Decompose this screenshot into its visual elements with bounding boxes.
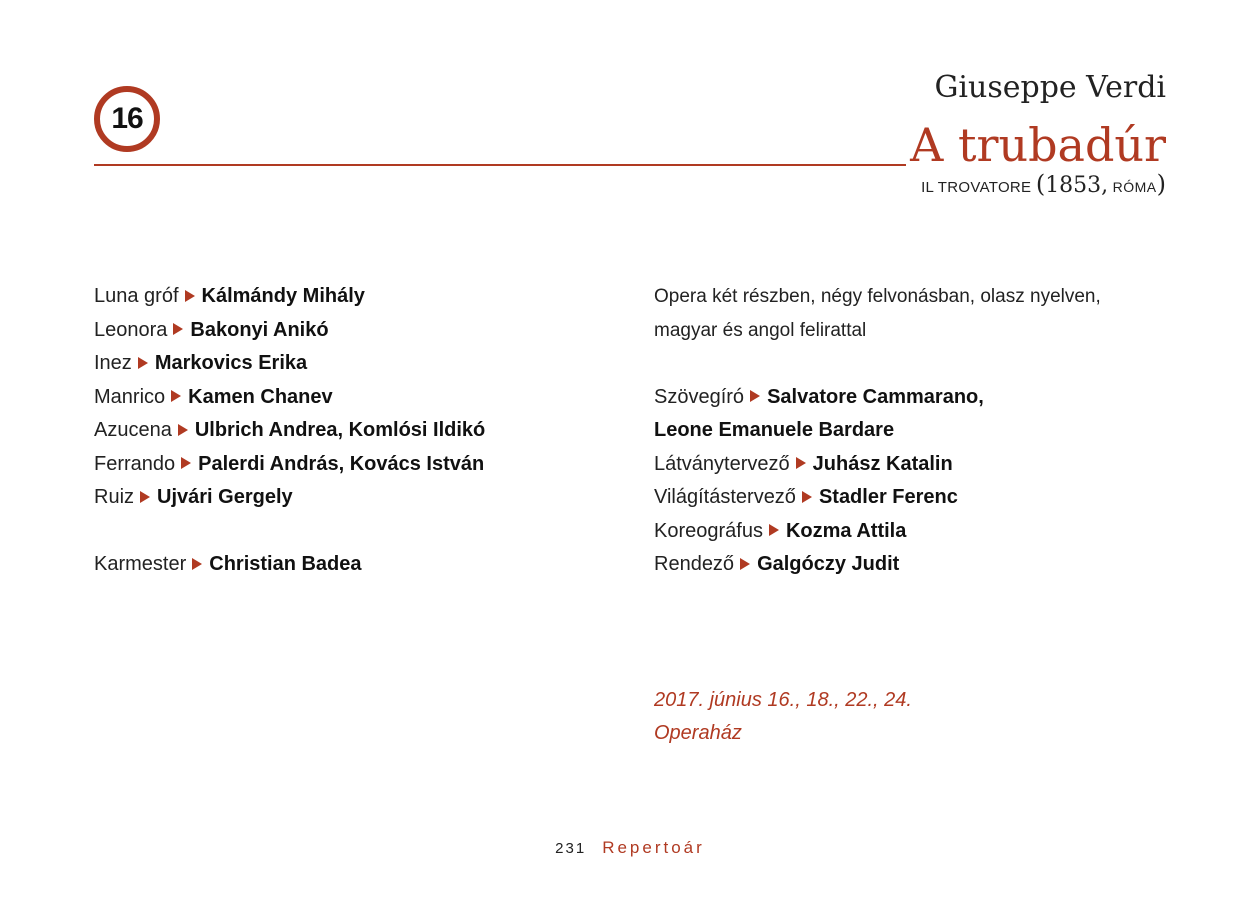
cast-person: Kamen Chanev bbox=[188, 385, 333, 408]
cast-role: Ferrando bbox=[94, 452, 176, 475]
cast-role: Ruiz bbox=[94, 486, 135, 508]
conductor-role: Karmester bbox=[94, 553, 187, 575]
creative-role: Szövegíró bbox=[654, 385, 745, 408]
creative-row bbox=[654, 448, 1174, 482]
premiere-city: RÓMA bbox=[1112, 179, 1157, 195]
creative-person: Galgóczy Judit bbox=[757, 553, 900, 575]
performance-dates: 2017. június 16., 18., 22., 24. bbox=[654, 689, 912, 711]
conductor-person: Christian Badea bbox=[209, 553, 362, 575]
arrow-icon bbox=[192, 558, 202, 570]
cast-person: Kálmándy Mihály bbox=[201, 285, 365, 307]
cast-role: Inez bbox=[94, 352, 132, 374]
cast-role: Manrico bbox=[94, 385, 166, 408]
cast-row bbox=[94, 381, 614, 415]
original-title-line bbox=[921, 170, 1166, 198]
creative-person: Leone Emanuele Bardare bbox=[654, 419, 895, 441]
description-line: Opera két részben, négy felvonásban, olasz nyelven, bbox=[654, 286, 1101, 307]
cast-row bbox=[94, 280, 614, 314]
cast-row bbox=[94, 314, 614, 348]
creative-row bbox=[654, 515, 1174, 549]
cast-person: Bakonyi Anikó bbox=[190, 318, 329, 341]
arrow-icon bbox=[740, 558, 750, 570]
arrow-icon bbox=[185, 290, 195, 302]
creative-person: Stadler Ferenc bbox=[818, 486, 958, 508]
opera-title: A trubadúr bbox=[910, 118, 1166, 172]
production-number-badge: 16 bbox=[94, 86, 160, 152]
creative-role: Látványtervező bbox=[654, 452, 790, 475]
librettist-row bbox=[654, 381, 1174, 415]
arrow-icon bbox=[173, 323, 183, 335]
composer-name: Giuseppe Verdi bbox=[934, 70, 1166, 105]
arrow-icon bbox=[769, 524, 779, 536]
production-info bbox=[654, 280, 1174, 582]
cast-row bbox=[94, 481, 614, 515]
cast-person: Ulbrich Andrea, Komlósi Ildikó bbox=[194, 419, 486, 441]
conductor-row bbox=[94, 548, 614, 582]
creative-row bbox=[654, 548, 1174, 582]
arrow-icon bbox=[181, 457, 191, 469]
cast-role: Leonora bbox=[94, 318, 168, 341]
description-line: magyar és angol felirattal bbox=[654, 319, 867, 341]
cast-person: Ujvári Gergely bbox=[157, 486, 293, 508]
arrow-icon bbox=[802, 491, 812, 503]
creative-person: Salvatore Cammarano, bbox=[767, 385, 984, 408]
creative-person: Kozma Attila bbox=[785, 519, 907, 542]
page-number: 231 bbox=[555, 840, 587, 857]
librettist-row-continued bbox=[654, 414, 1174, 448]
header-divider bbox=[94, 164, 906, 166]
creative-role: Világítástervező bbox=[654, 486, 796, 508]
cast-role: Luna gróf bbox=[94, 285, 179, 307]
original-title: IL TROVATORE bbox=[921, 179, 1032, 196]
cast-row bbox=[94, 347, 614, 381]
performance-venue: Operaház bbox=[654, 722, 742, 744]
premiere-year: 1853, bbox=[1045, 173, 1109, 198]
creative-role: Rendező bbox=[654, 553, 735, 575]
paren-open: ( bbox=[1035, 170, 1046, 198]
arrow-icon bbox=[796, 457, 806, 469]
section-name: Repertoár bbox=[602, 838, 705, 857]
arrow-icon bbox=[750, 390, 760, 402]
cast-role: Azucena bbox=[94, 419, 172, 441]
arrow-icon bbox=[178, 424, 188, 436]
page-footer bbox=[0, 838, 1260, 858]
arrow-icon bbox=[140, 491, 150, 503]
creative-row bbox=[654, 481, 1174, 515]
paren-close: ) bbox=[1156, 170, 1166, 198]
arrow-icon bbox=[171, 390, 181, 402]
cast-person: Palerdi András, Kovács István bbox=[198, 452, 485, 475]
cast-list bbox=[94, 280, 614, 582]
arrow-icon bbox=[138, 357, 148, 369]
creative-person: Juhász Katalin bbox=[812, 452, 953, 475]
spacer bbox=[654, 347, 1174, 381]
cast-person: Markovics Erika bbox=[154, 352, 308, 374]
creative-role: Koreográfus bbox=[654, 519, 763, 542]
cast-row bbox=[94, 448, 614, 482]
cast-row bbox=[94, 414, 614, 448]
performance-info bbox=[654, 684, 912, 750]
spacer bbox=[94, 515, 614, 549]
